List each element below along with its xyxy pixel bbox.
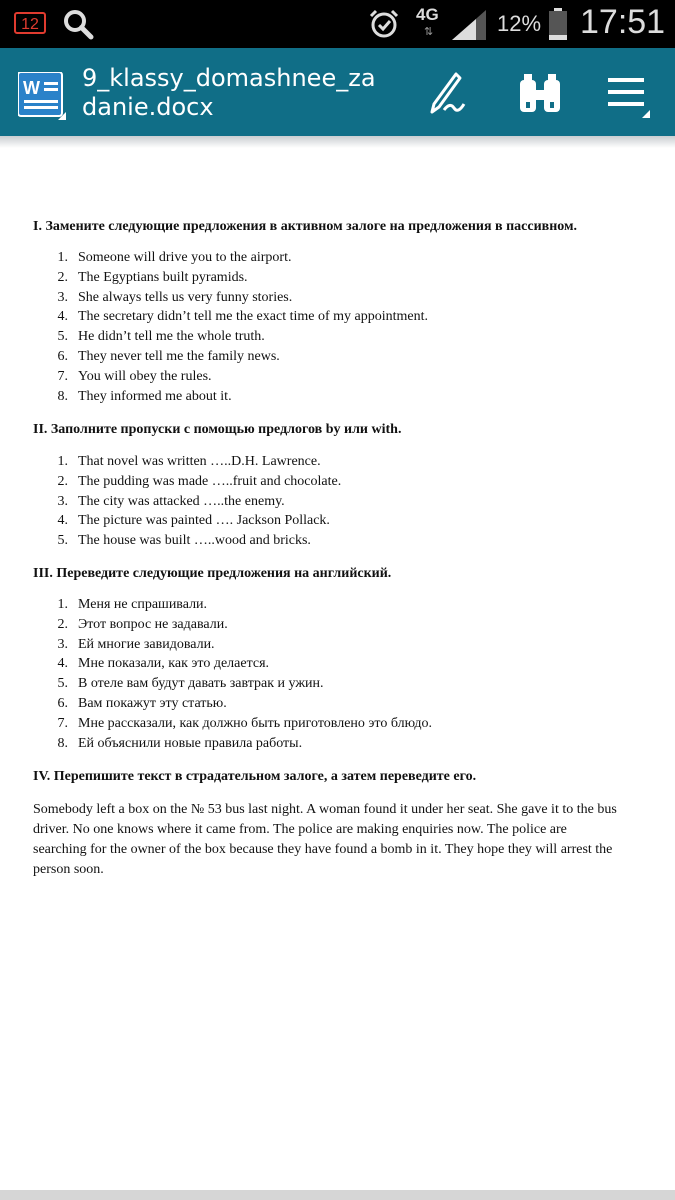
list-item-text: Меня не спрашивали. [78, 597, 208, 612]
list-item-number: 7. [57, 368, 68, 384]
list-item-number: 3. [57, 289, 68, 305]
list-item-text: They informed me about it. [78, 388, 232, 404]
list-item-text: Вам покажут эту статью. [78, 696, 227, 711]
data-arrows-icon: ⇅ [424, 25, 434, 38]
list-item-text: The city was attacked …..the enemy. [78, 493, 285, 509]
list-item-text: В отеле вам будут давать завтрак и ужин. [78, 676, 324, 692]
alarm-clock-icon [368, 8, 400, 40]
list-item-number: 3. [57, 493, 68, 509]
list-item-text: The secretary didn’t tell me the exact time of my appointment. [78, 309, 429, 325]
document-page[interactable] [0, 148, 675, 1188]
list-item-text: They never tell me the family news. [78, 349, 280, 364]
list-item-number: 4. [57, 513, 68, 529]
section-3-heading: III. Переведите следующие предложения на английский. [33, 566, 392, 581]
signal-icon [452, 10, 486, 40]
list-item-number: 2. [57, 473, 68, 489]
list-item-text: Ей объяснили новые правила работы. [78, 735, 303, 751]
edit-pen-icon[interactable] [420, 70, 468, 118]
list-item-number: 8. [57, 735, 68, 751]
section-4-paragraph: Somebody left a box on the № 53 bus last night. A woman found it under her seat. She gave it to the bus driver. No one knows where it came from. The police are making enquiries now. The police are searching for the owner of the box because they have found a bomb in it. They hope they will arrest the person soon. [33, 802, 617, 877]
status-bar [0, 0, 675, 48]
list-item-number: 1. [57, 250, 68, 265]
bottom-scroll-edge [0, 1190, 675, 1200]
list-item-text: He didn’t tell me the whole truth. [78, 329, 265, 345]
list-item-number: 5. [57, 329, 68, 345]
menu-icon[interactable] [604, 70, 652, 118]
list-item-number: 4. [57, 309, 68, 325]
list-item-text: That novel was written …..D.H. Lawrence. [78, 454, 321, 469]
network-type-label: 4G [416, 5, 439, 24]
list-item-number: 2. [57, 269, 68, 285]
list-item-text: Ей многие завидовали. [78, 636, 215, 652]
section-4-heading: IV. Перепишите текст в страдательном залоге, а затем переведите его. [33, 769, 477, 784]
svg-text:W: W [23, 78, 40, 98]
list-item-number: 8. [57, 388, 68, 404]
list-item-number: 6. [57, 349, 68, 364]
list-item-text: Этот вопрос не задавали. [78, 616, 228, 632]
list-item-text: You will obey the rules. [78, 368, 212, 384]
search-icon[interactable] [62, 8, 94, 40]
list-item-text: Мне рассказали, как должно быть приготовлено это блюдо. [78, 715, 432, 731]
battery-percent: 12% [497, 11, 542, 36]
word-icon [18, 72, 66, 120]
list-item-number: 5. [57, 676, 68, 692]
list-item-number: 5. [57, 533, 68, 549]
section-2-heading: II. Заполните пропуски с помощью предлогов by или with. [33, 422, 402, 437]
list-item-number: 3. [57, 636, 68, 652]
section-1-heading: I. Замените следующие предложения в активном залоге на предложения в пассивном. [33, 219, 578, 234]
list-item-text: Мне показали, как это делается. [78, 656, 270, 672]
list-item-text: The Egyptians built pyramids. [78, 269, 248, 285]
document-title: 9_klassy_domashnee_za danie.docx [82, 64, 376, 121]
list-item-number: 4. [57, 656, 68, 672]
app-toolbar [0, 48, 675, 136]
list-item-text: The pudding was made …..fruit and chocolate. [78, 473, 342, 489]
battery-icon [549, 8, 567, 40]
clock: 17:51 [580, 3, 666, 41]
list-item-number: 2. [57, 616, 68, 632]
find-binoculars-icon[interactable] [516, 70, 564, 118]
toolbar-shadow [0, 136, 675, 148]
list-item-text: The house was built …..wood and bricks. [78, 533, 311, 549]
list-item-number: 1. [57, 454, 68, 469]
list-item-text: She always tells us very funny stories. [78, 289, 293, 305]
list-item-text: Someone will drive you to the airport. [78, 250, 292, 265]
notification-badge[interactable]: 12 [14, 12, 46, 34]
list-item-text: The picture was painted …. Jackson Pollack. [78, 513, 330, 529]
list-item-number: 6. [57, 696, 68, 711]
list-item-number: 1. [57, 597, 68, 612]
list-item-number: 7. [57, 715, 68, 731]
